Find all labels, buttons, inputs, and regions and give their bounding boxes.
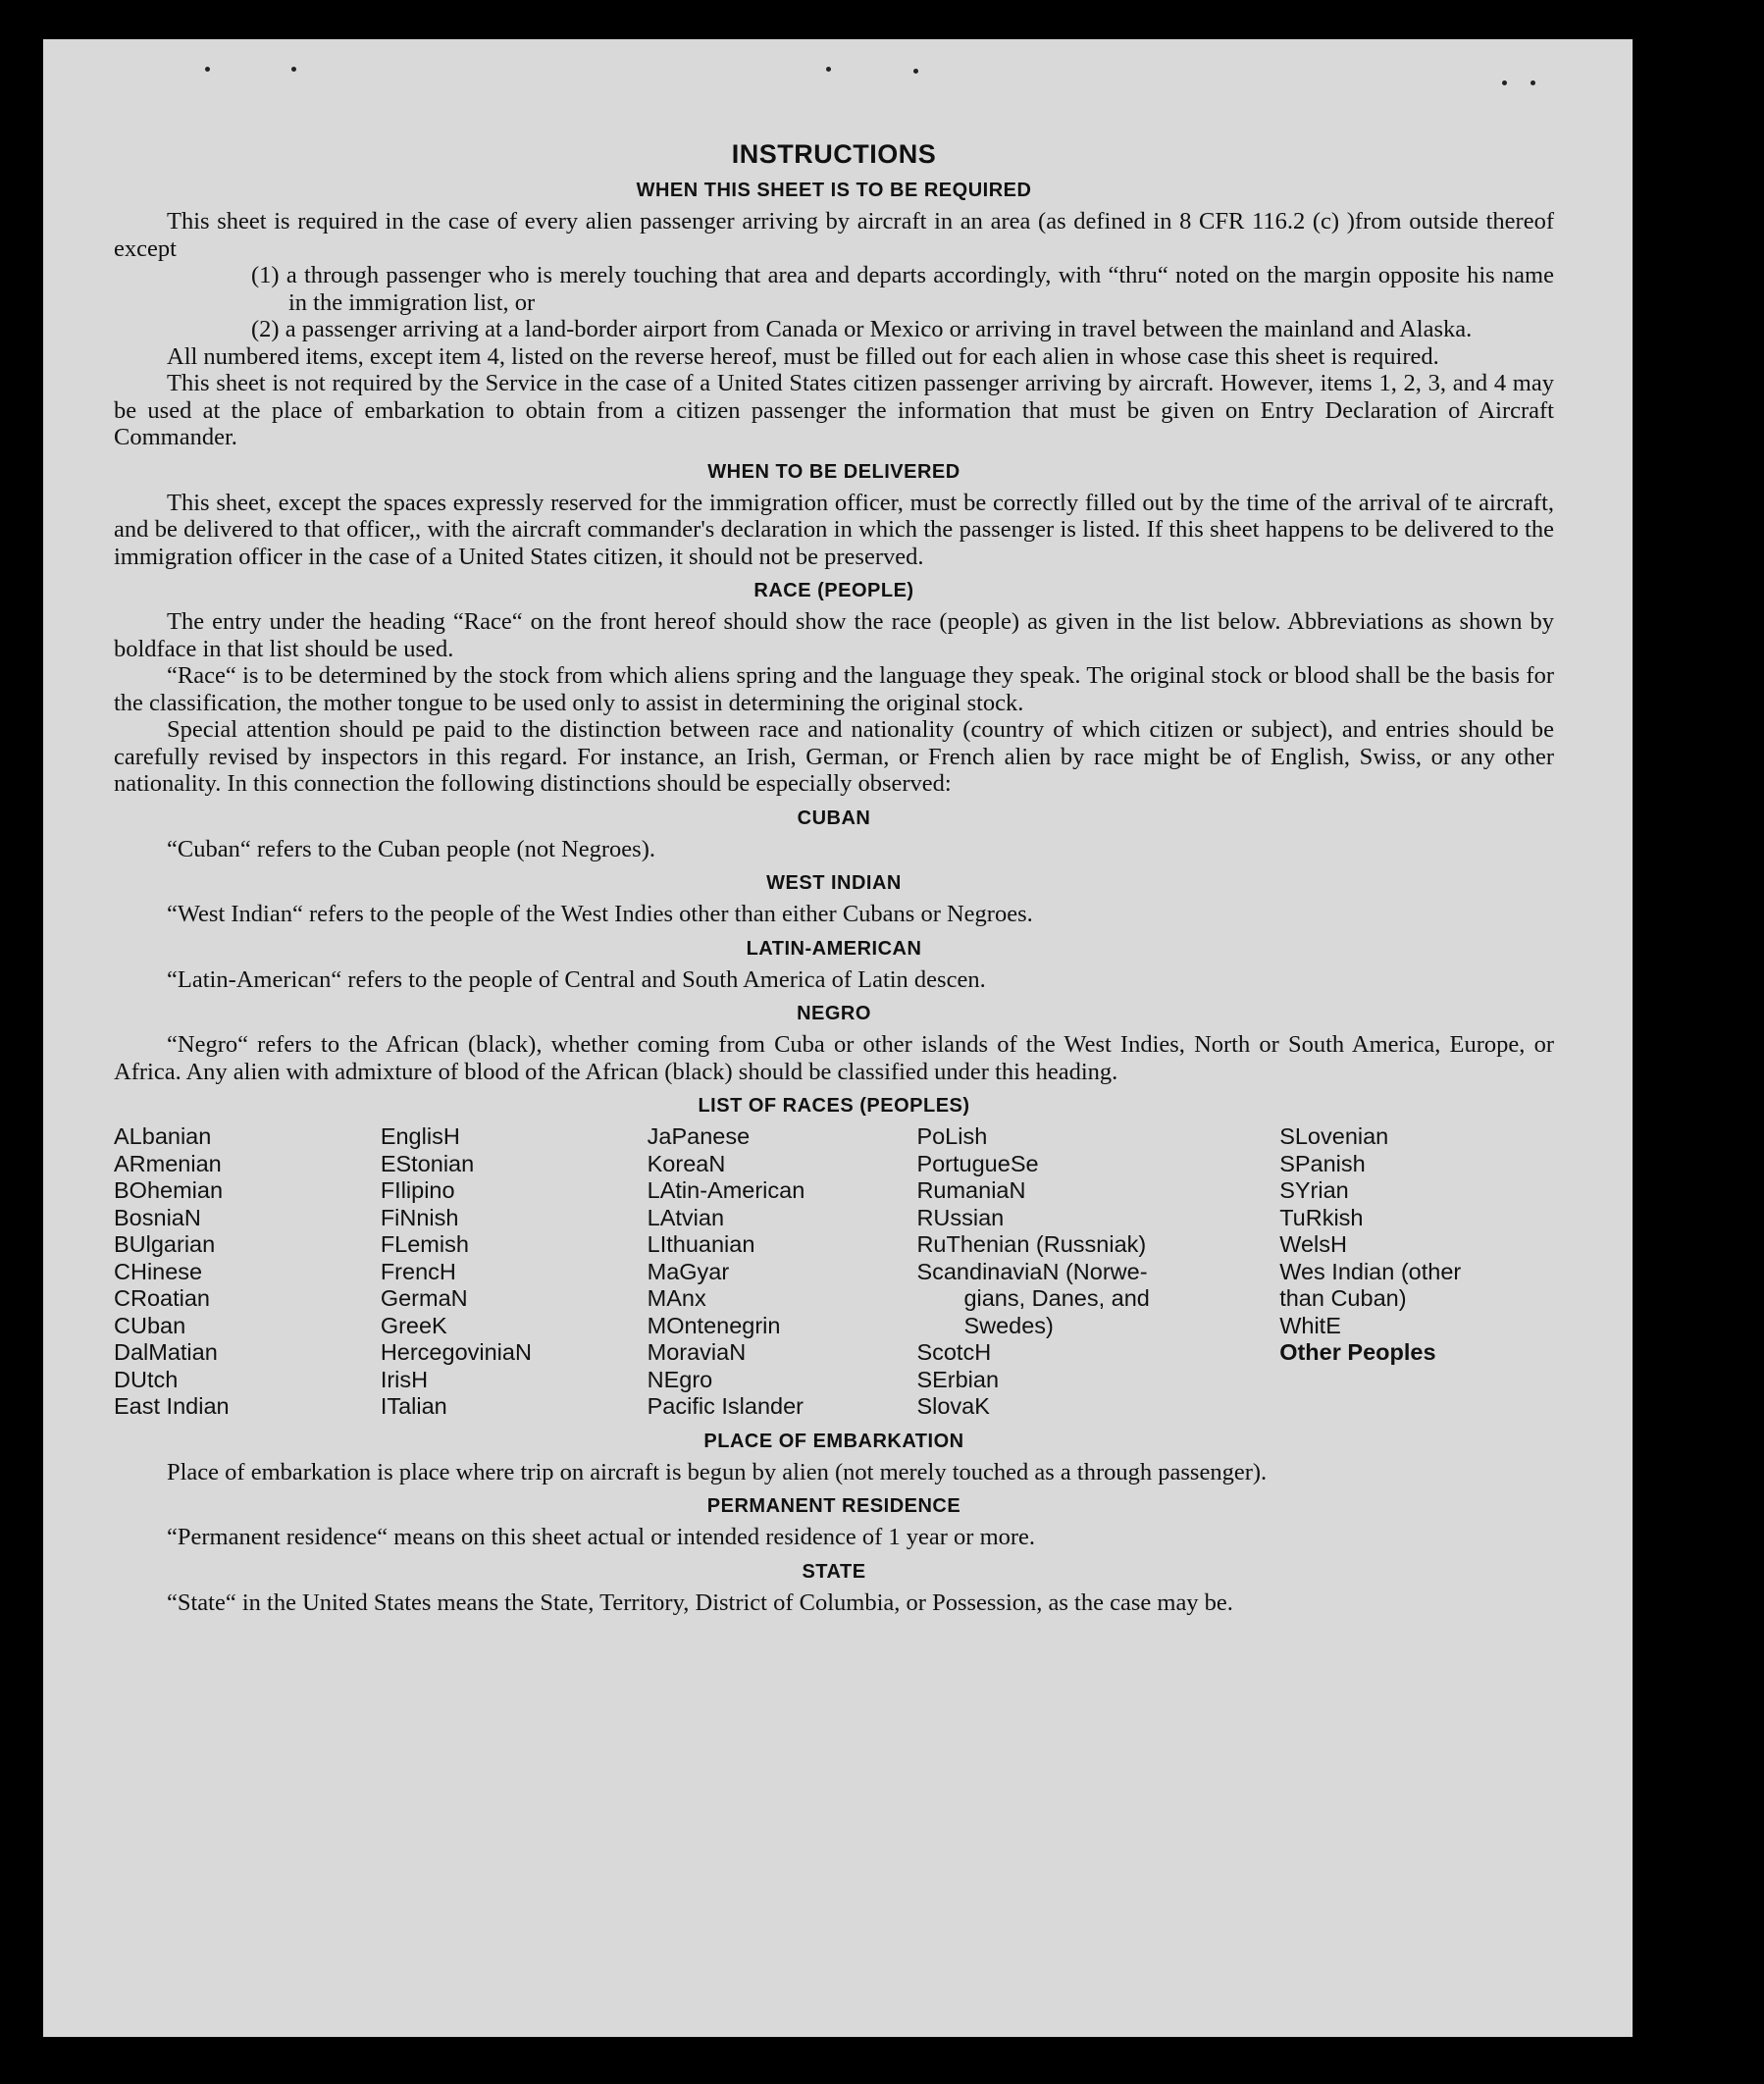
race-entry: LAtvian [647,1204,725,1230]
race-entry: BOhemian [114,1177,224,1203]
race-entry: SLovenian [1279,1123,1389,1149]
race-entry: MOntenegrin [647,1312,781,1338]
paragraph: “Latin-American“ refers to the people of Central and South America of Latin descen. [167,965,986,993]
heading-negro: NEGRO [797,1003,871,1024]
races-column [1279,1123,1554,1421]
races-list [114,1123,1554,1421]
race-entry: SErbian [916,1366,1000,1392]
heading-list-of-races: LIST OF RACES (PEOPLES) [698,1095,970,1117]
heading-permanent-residence: PERMANENT RESIDENCE [706,1495,961,1517]
race-entry: RumaniaN [916,1177,1026,1203]
races-column [114,1123,381,1421]
race-entry: WhitE [1279,1312,1341,1338]
race-entry: ARmenian [114,1150,222,1176]
race-entry: PortugueSe [916,1150,1039,1176]
paragraph: “Cuban“ refers to the Cuban people (not Negroes). [167,835,655,862]
paragraph: This sheet is not required by the Service in the case of a United States citizen passenger arriving by aircraft. However, items 1, 2, 3, and 4 may be used at the place of embarkation to obtain from a citizen passenger the information that must be given on Entry Declaration of Aircraft Commander. [114,370,1554,450]
speck-mark [1502,80,1507,85]
race-entry: ScotcH [916,1339,992,1365]
document-body [114,98,1554,1616]
paragraph: This sheet, except the spaces expressly reserved for the immigration officer, must be correctly filled out by the time of the arrival of te aircraft, and be delivered to that officer,, with the aircraft commander's declaration in which the passenger is listed. If this sheet happens to be delivered to the immigration officer in the case of a United States citizen, it should not be preserved. [114,489,1554,570]
heading-when-delivered: WHEN TO BE DELIVERED [707,460,960,483]
race-entry: CRoatian [114,1285,210,1311]
paragraph: “West Indian“ refers to the people of the West Indies other than either Cubans or Negroes. [167,901,1033,927]
race-entry: Wes Indian (other [1279,1258,1462,1284]
race-entry: GermaN [380,1285,468,1311]
paragraph: “Negro“ refers to the African (black), whether coming from Cuba or other islands of the West Indies, North or South America, Europe, or Africa. Any alien with admixture of blood of the African (black) should be classified under this heading. [114,1031,1554,1085]
race-entry: LIthuanian [647,1231,755,1257]
speck-mark [205,67,210,72]
heading-cuban: CUBAN [797,807,871,829]
speck-mark [913,69,918,74]
race-entry: FiNnish [380,1204,459,1230]
heading-when-required: WHEN THIS SHEET IS TO BE REQUIRED [636,180,1032,201]
races-column [381,1123,648,1421]
race-entry: MaGyar [647,1258,730,1284]
race-entry: NEgro [647,1366,713,1392]
race-entry: SYrian [1279,1177,1349,1203]
race-entry: SlovaK [916,1393,990,1419]
race-entry: BosniaN [114,1204,201,1230]
heading-latin-american: LATIN-AMERICAN [746,937,922,960]
race-entry: ITalian [380,1393,447,1419]
race-entry: SPanish [1279,1150,1366,1176]
race-entry: LAtin-American [647,1177,805,1203]
race-entry: FIlipino [380,1177,455,1203]
race-entry: JaPanese [647,1123,751,1149]
paragraph: “Permanent residence“ means on this sheet actual or intended residence of 1 year or more. [167,1524,1036,1550]
race-entry: FLemish [380,1231,469,1257]
heading-race: RACE (PEOPLE) [753,580,914,601]
paragraph: Place of embarkation is place where trip on aircraft is begun by alien (not merely touched as a through passenger). [167,1458,1268,1485]
race-entry: than Cuban) [1279,1285,1407,1311]
race-entry: CUban [114,1312,186,1338]
paragraph: This sheet is required in the case of every alien passenger arriving by aircraft in an area (as defined in 8 CFR 116.2 (c) )from outside thereof except [114,208,1554,262]
race-entry: FrencH [380,1258,456,1284]
race-entry: Other Peoples [1279,1339,1436,1365]
heading-state: STATE [802,1560,866,1583]
race-entry: East Indian [114,1393,230,1419]
race-entry: DalMatian [114,1339,218,1365]
race-entry: RuThenian (Russniak) [916,1231,1147,1257]
race-entry: KoreaN [647,1150,726,1176]
race-entry: WelsH [1279,1231,1347,1257]
race-entry: gians, Danes, and [963,1285,1150,1311]
race-entry: DUtch [114,1366,179,1392]
race-entry: CHinese [114,1258,203,1284]
race-entry: MAnx [647,1285,706,1311]
speck-mark [826,67,831,72]
paragraph: Special attention should pe paid to the distinction between race and nationality (country of which citizen or subject), and entries should be carefully revised by inspectors in this regard. For instance, an Irish, German, or French alien by race might be of English, Swiss, or any other nationality. In this connection the following distinctions should be especially observed: [114,716,1554,797]
heading-embarkation: PLACE OF EMBARKATION [703,1430,964,1452]
race-entry: TuRkish [1279,1204,1364,1230]
race-entry: EnglisH [380,1123,460,1149]
race-entry: MoraviaN [647,1339,747,1365]
race-entry: ALbanian [114,1123,212,1149]
race-entry: Swedes) [963,1312,1054,1338]
paragraph: All numbered items, except item 4, listed on the reverse hereof, must be filled out for each alien in whose case this sheet is required. [167,342,1439,370]
race-entry: HercegoviniaN [380,1339,532,1365]
heading-west-indian: WEST INDIAN [766,872,902,894]
races-column [916,1123,1279,1421]
race-entry: RUssian [916,1204,1005,1230]
paragraph: “Race“ is to be determined by the stock from which aliens spring and the language they speak. The original stock or blood shall be the basis for the classification, the mother tongue to be used only to assist in determining the original stock. [114,662,1554,716]
races-column [648,1123,917,1421]
race-entry: IrisH [380,1366,429,1392]
race-entry: ScandinaviaN (Norwe- [916,1258,1148,1284]
race-entry: BUlgarian [114,1231,216,1257]
race-entry: PoLish [916,1123,988,1149]
race-entry: Pacific Islander [647,1393,804,1419]
page-title: INSTRUCTIONS [731,139,937,169]
list-item: (1) a through passenger who is merely touching that area and departs accordingly, with “thru“ noted on the margin opposite his name in the immigration list, or [251,262,1554,316]
document-page [43,39,1633,2037]
paragraph: “State“ in the United States means the State, Territory, District of Columbia, or Possession, as the case may be. [167,1589,1233,1616]
list-item: (2) a passenger arriving at a land-border airport from Canada or Mexico or arriving in travel between the mainland and Alaska. [251,316,1473,342]
paragraph: The entry under the heading “Race“ on the front hereof should show the race (people) as given in the list below. Abbreviations as shown by boldface in that list should be used. [114,608,1554,662]
speck-mark [1531,80,1535,85]
speck-mark [291,67,296,72]
race-entry: EStonian [380,1150,475,1176]
race-entry: GreeK [380,1312,447,1338]
